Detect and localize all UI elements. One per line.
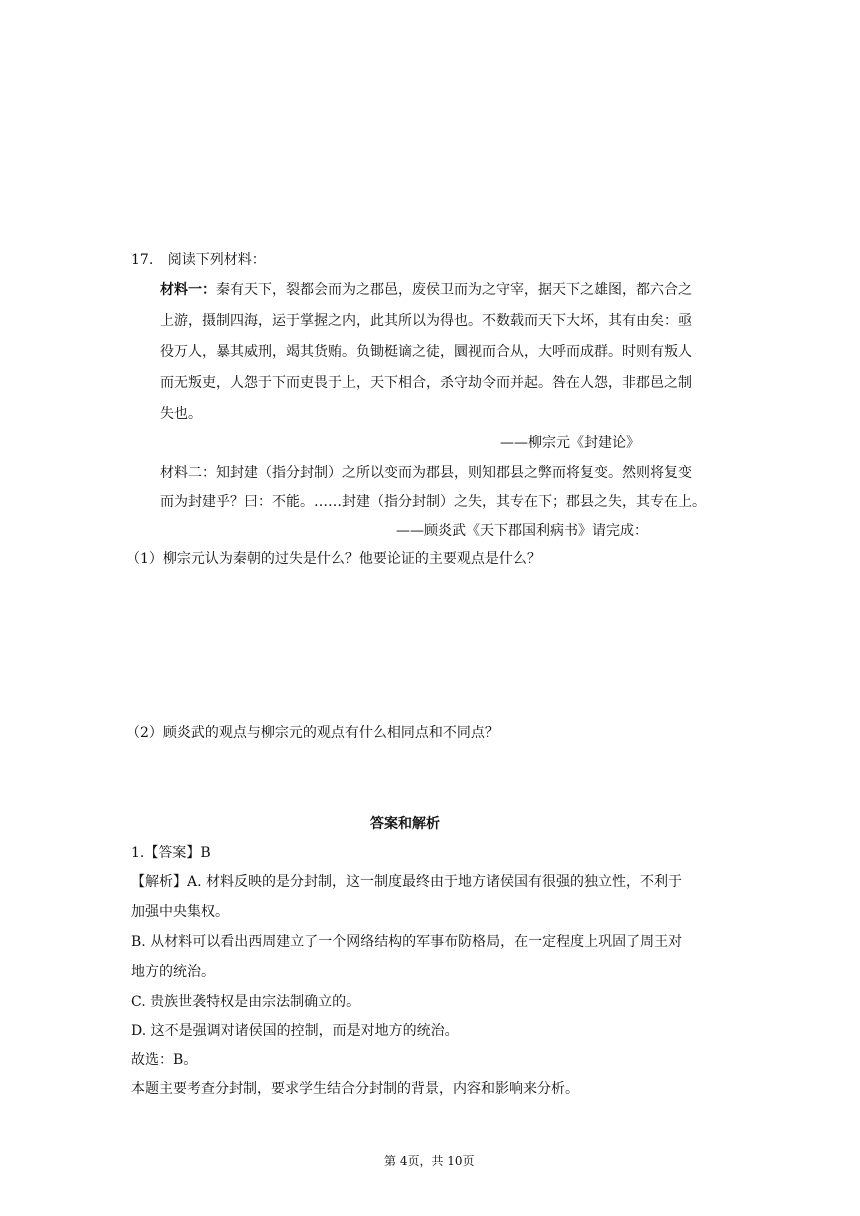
sub-question-2: （2）顾炎武的观点与柳宗元的观点有什么相同点和不同点？: [126, 725, 499, 741]
material1-line: 役万人，暴其威刑，竭其货贿。负锄梃谪之徒，圜视而合从，大呼而成群。时则有叛人: [160, 344, 692, 360]
question-number: 17.: [131, 252, 154, 268]
analysis-line: 故选：B。: [131, 1052, 198, 1068]
analysis-line: 【解析】A. 材料反映的是分封制，这一制度最终由于地方诸侯国有很强的独立性，不利于: [131, 874, 683, 890]
question-prompt: [131, 250, 266, 270]
answer-1: 1.【答案】B: [131, 845, 211, 861]
question-prompt-text: 阅读下列材料：: [167, 252, 266, 268]
page-footer: 第 4页，共 10页: [384, 1154, 475, 1168]
analysis-line: C. 贵族世袭特权是由宗法制确立的。: [131, 994, 361, 1010]
material1-label: 材料一：: [160, 282, 216, 298]
material1-line: [160, 280, 692, 300]
analysis-line: 本题主要考查分封制，要求学生结合分封制的背景，内容和影响来分析。: [131, 1081, 579, 1097]
material1-line: 失也。: [160, 406, 202, 422]
sub-question-1: （1）柳宗元认为秦朝的过失是什么？他要论证的主要观点是什么？: [126, 551, 541, 567]
analysis-line: D. 这不是强调对诸侯国的控制，而是对地方的统治。: [131, 1023, 459, 1039]
material2-source: ——顾炎武《天下郡国利病书》请完成：: [396, 523, 648, 539]
analysis-line: 地方的统治。: [131, 964, 215, 980]
material2-line: 材料二：知封建（指分封制）之所以变而为郡县，则知郡县之弊而将复变。然则将复变: [160, 465, 692, 481]
material1-source: ——柳宗元《封建论》: [500, 435, 640, 451]
analysis-line: 加强中央集权。: [131, 904, 229, 920]
material2-line: 而为封建乎？曰：不能。……封建（指分封制）之失，其专在下；郡县之失，其专在上。: [160, 494, 706, 510]
material1-line: 而无叛吏，人怨于下而吏畏于上，天下相合，杀守劫令而并起。咎在人怨，非郡邑之制: [160, 375, 692, 391]
material1-line: 上游，摄制四海，运于掌握之内，此其所以为得也。不数载而天下大坏，其有由矣：亟: [160, 313, 692, 329]
analysis-line: B. 从材料可以看出西周建立了一个网络结构的军事布防格局，在一定程度上巩固了周王对: [131, 934, 683, 950]
material1-text: 秦有天下，裂都会而为之郡邑，废侯卫而为之守宰，据天下之雄图，都六合之: [216, 282, 692, 298]
answers-heading: 答案和解析: [370, 816, 440, 832]
